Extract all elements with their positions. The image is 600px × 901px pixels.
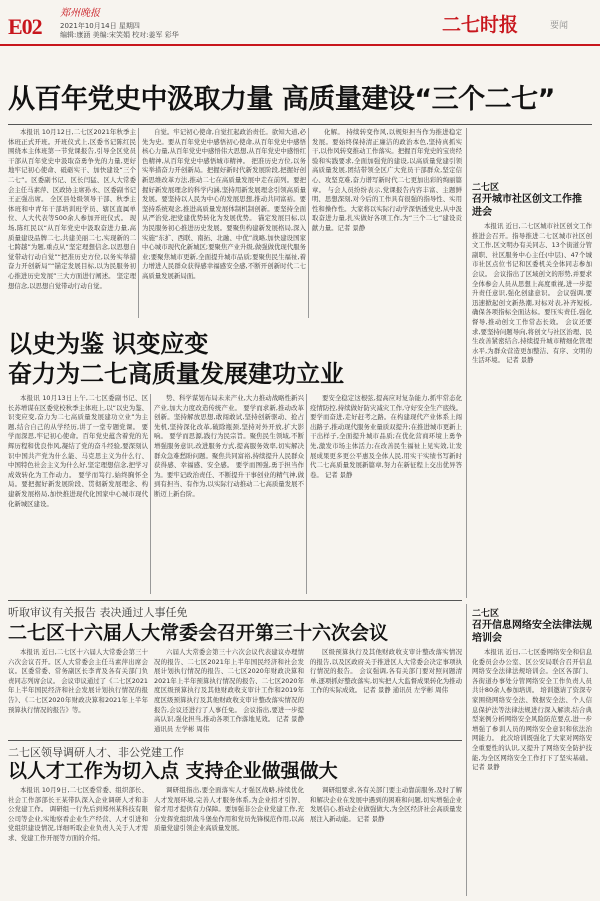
article3-column-1 [8,648,148,736]
sidebar2-body [472,648,592,896]
header-rule [0,44,600,46]
article2-text-2: 势、科学谋划布局未来产业,大力推动战略性新兴产业,加大力度改造传统产业。 要学而求新,推动改革创新。坚持解放思想,敢闯敢试,坚持创新驱动、抢占先机,坚持深化改革,破除瓶颈,坚持对外开放,扩大影响。 要学而思源,践行为民宗旨。聚焦民生领域,不断增强服务意识,改进服务方式,提高服务效率,切实解决群众急难愁盼问题。聚焦共同富裕,持续提升人民群众获得感、幸福感、安全感。 要学而图强,勇于担当作为。要牢记政治责任、不断提升干事创业的精气神,做到有担当、有作为,以实际行动推动二七高质量发展不断迈上新台阶。 [154,394,304,498]
headline-main: 从百年党史中汲取力量 高质量建设“三个二七” [8,84,555,115]
article2-column-2 [154,394,304,594]
sidebar1-text: 本报讯 近日,二七区城市社区创文工作推进会召开。指导推进二七区城市社区创文工作,区文明办有关同志、13个街道分管副职、社区服务中心主任(中层)、47个城市社区点位书记和区委机关全体同志参加会议。 会议指出了区域创文的形势,并要求全体参会人员从思想上高度重视,进一步提升责任意识,强化创建意识。 会议强调,要迅速掀起创文新热潮,对标对表,补齐短板,确保各项指标全面达标。要压实责任,强化督导,推动创文工作常态长效。 会议还要求,要坚持问题导向,将创文与社区治理、民生改善紧密结合,持续提升城市精细化管理水平,为群众营造更加整洁、有序、文明的生活环境。 记者 景静 [472,222,592,365]
issue-date: 2021年10月14日 星期四 [60,22,140,30]
headline-4: 以人才工作为切入点 支持企业做强做大 [8,760,338,782]
divider [8,740,462,741]
article2-column-3 [310,394,462,594]
sidebar1-body [472,222,592,592]
article4-text-3: 调研组要求,各有关部门要主动靠前服务,及时了解和解决企业在发展中遇到的困难和问题,切实增强企业发展信心,推动企业做强做大,为全区经济社会高质量发展注入新动能。 记者 景静 [310,786,462,823]
page-header [0,0,600,44]
section-subtitle: 要闻 [550,21,569,31]
article3-kicker: 听取审议有关报告 表决通过人事任免 [8,606,188,619]
article1-column-1 [8,128,136,320]
article2-text-3: 要安全稳定这根弦,提高应对复杂能力,抓牢常态化疫情防控,持续做好防灾减灾工作,守好安全生产底线。 要学而奋进,走好赶考之路。在构建现代产业体系上闯出路子,推动现代服务业量质双提升;在推进城市更新上干出样子,全面提升城市品质;在优化营商环境上勇争先,激发市场主体活力;在改善民生福祉上见实效,让发展成果更多更公平惠及全体人民,用实干实绩书写新时代二七高质量发展新篇章,努力在新征程上交出优异答卷。 记者 景静 [310,394,462,479]
sidebar1-title: 召开城市社区创文工作推进会 [472,194,582,218]
divider [8,124,592,125]
headline-2-line-1: 以史为鉴 识变应变 [8,330,209,358]
article4-column-2 [154,786,304,896]
headline-3: 二七区十六届人大常委会召开第三十六次会议 [8,622,389,644]
dateline [60,22,179,40]
article4-kicker: 二七区领导调研人才、非公党建工作 [8,746,184,759]
sidebar1-tag: 二七区 [472,183,500,193]
article2-text-1: 本报讯 10月13日上午,二七区委副书记、区长苏增谋在区委党校秋季主体班上,以“以史为鉴、识变应变,奋力为二七高质量发展建功立业”为主题,结合自己的从学经历,讲了一堂专题党课。 要学而深思,牢记初心使命。百年党史蕴含着党的光辉历程和优良作风,凝结了党的奋斗经验,要深刻认识中国共产党为什么能、马克思主义为什么行、中国特色社会主义为什么好,坚定理想信念,把学习成效转化为工作动力。 要学而笃行,始终胸怀全局。要把握好新发展阶段、贯彻新发展理念、构建新发展格局,加快推进现代化国家中心城市现代化新城区建设。 [8,394,148,508]
editor-credits: 编辑:康涵 美编:宋笑娟 校对:姜军 彩华 [60,31,179,39]
sidebar2-text: 本报讯 近日,二七区委网络安全和信息化委员会办公室、区公安局联合召开信息网络安全法律法规培训会。全区各部门、各街道办事处分管网络安全工作负责人员共计80余人参加培训。 培训邀请了资深专家围绕网络安全法、数据安全法、个人信息保护法等法律法规进行深入解读,结合典型案例分析网络安全风险防范要点,进一步增强了参训人员的网络安全意识和依法治网能力。 此次培训既强化了大家对网络安全重要性的认识,又提升了网络安全防护技能,为全区网络安全工作打下了坚实基础。 记者 景静 [472,648,592,772]
article3-text-1: 本报讯 近日,二七区十六届人大常委会第三十六次会议召开。区人大常委会主任马素萍出席会议。区委常委、常务副区长李青及各有关部门负责同志列席会议。 会议审议通过了《二七区2021年上半年国民经济和社会发展计划执行情况的报告》、《二七区2020年财政决算和2021年上半年预算执行情况的报告》等。 [8,648,148,714]
sidebar2-title: 召开信息网络安全法律法规培训会 [472,620,592,644]
column-rule [308,128,309,318]
article4-column-3 [310,786,462,896]
newspaper-logo: 郑州晚报 [60,8,100,19]
section-title: 二七时报 [442,14,519,36]
article1-text-3: 化解。 持续转变作风,以规矩担当作为推进稳定发展。要始终保持清正廉洁的政治本色,坚持真抓实干,以作风转变推动工作落实。把握百年党史的宝贵经验和实践要求,全面加强党的建设,以高质量党建引领高质量发展,团结带领全区广大党员干部群众,坚定信心、攻坚克难,奋力谱写新时代二七更加出彩的绚丽篇章。 与会人员纷纷表示,党课报告内容丰富、主题鲜明、思想深刻,对今后的工作具有很强的指导性、实用性和操作性。大家将以实际行动学深悟透党史,从中汲取奋进力量,扎实做好各项工作,为“三个二七”建设贡献力量。记者 景静 [312,128,462,232]
column-rule [306,394,307,594]
article2-column-1 [8,394,148,594]
article4-text-1: 本报讯 10月9日,二七区委常委、组织部长、社会工作部部长王某带队深入企业调研人才和非公党建工作。 调研组一行先后到郑州某科技有限公司等企业,实地察看企业生产经营、人才引进和党组织建设情况,详细听取企业负责人关于人才需求、党建工作开展等方面的介绍。 [8,786,148,842]
divider [8,600,462,601]
article4-text-2: 调研组指出,要全面落实人才强区战略,持续优化人才发展环境,完善人才服务体系,为企业招才引智、留才用才提供有力保障。要加强非公企业党建工作,充分发挥党组织战斗堡垒作用和党员先锋模范作用,以高质量党建引领企业高质量发展。 [154,786,304,833]
sidebar-rule [466,604,467,896]
article3-column-3 [310,648,462,736]
column-rule [150,394,151,594]
page-number: E02 [8,14,42,39]
sidebar2-tag: 二七区 [472,609,500,619]
headline-2-line-2: 奋力为二七高质量发展建功立业 [8,360,344,388]
article4-column-1 [8,786,148,896]
article1-column-2 [142,128,306,320]
sidebar-rule [466,128,467,598]
article3-text-2: 六届人大常委会第三十六次会议代表建议办理情况的报告、二七区2021年上半年国民经济和社会发展计划执行情况的报告、二七区2020年财政决算和2021年上半年预算执行情况的报告、二七区2020年度区级预算执行及其他财政收支审计工作和2019年度区级预算执行及其他财政收支审计整改落实情况的报告,会议还进行了人事任免。 会议指出,要进一步提高认识,强化担当,推动各项工作落地见效。 记者 景静 通讯员 左学彬 周伟 [154,648,304,733]
article1-text-1: 本报讯 10月12日,二七区2021年秋季主体班正式开班。开班仪式上,区委书记陈红民围绕本主体班第一节党课报告,引导全区党员干部从百年党史中汲取奋勇争先的力量,更好地牢记初心使命、砥砺实干、加快建设“三个二七”。区委副书记、区长闫猛、区人大常委会主任马素萍、区政协主席孙永、区委副书记王正强出席。 全区县处级领导干部、秋季主体班和中青年干部培训班学员、辖区直属单位、人大代表等500余人参加开班仪式。 现场,陈红民以“从百年党史中汲取奋进力量,高质量建设品牌二七,共建美丽二七,实现新的二七跨越”为题,重点从“坚定理想信念,以思想自觉带动行动自觉”“把准历史方位,以务实举措奋力开创新局”“锚定发展目标,以为民服务初心推进历史发展”三大方面进行阐述。 坚定理想信念,以思想自觉带动行动自觉。 [8,128,136,290]
article1-column-3 [312,128,462,320]
column-rule [138,128,139,318]
article3-text-3: 区级预算执行及其他财政收支审计整改落实情况的报告,以及区政府关于推进区人大常委会决定事项执行情况的报告。 会议强调,各有关部门要对照问题清单,逐项抓好整改落实,切实把人大监督成果转化为推动工作的实际成效。 记者 景静 通讯员 左学彬 周伟 [310,648,462,695]
article3-column-2 [154,648,304,736]
article1-text-2: 自觉。牢记初心使命,自觉扛起政治责任。欲知大道,必先为史。要从百年党史中感悟初心使命,从百年党史中感悟核心力量,从百年党史中感悟伟大思想,从百年党史中感悟红色精神,从百年党史中感悟城市精神。 把准历史方位,以务实举措奋力开创新局。把握好新时代新发展阶段,把握好创新思维改革方法,推动二七在高质量发展中走在前列。要把握好新发展理念的科学内涵,坚持用新发展理念引领高质量发展。要坚持以人民为中心的发展思想,推动共同富裕。要坚持系统观念,推进高质量发展体制机制创新。要坚持全面从严治党,把党建优势转化为发展优势。 锚定发展目标,以为民服务初心推进历史发展。要聚焦构建新发展格局,深入实施“东扩、西联、南拓、北融、中优”战略,加快建设国家中心城市现代化新城区;要聚焦产业升级,做强做优现代服务业;要聚焦城市更新,全面提升城市品质;要聚焦民生福祉,着力增进人民群众获得感幸福感安全感,不断开创新时代二七高质量发展新局面。 [142,128,306,280]
